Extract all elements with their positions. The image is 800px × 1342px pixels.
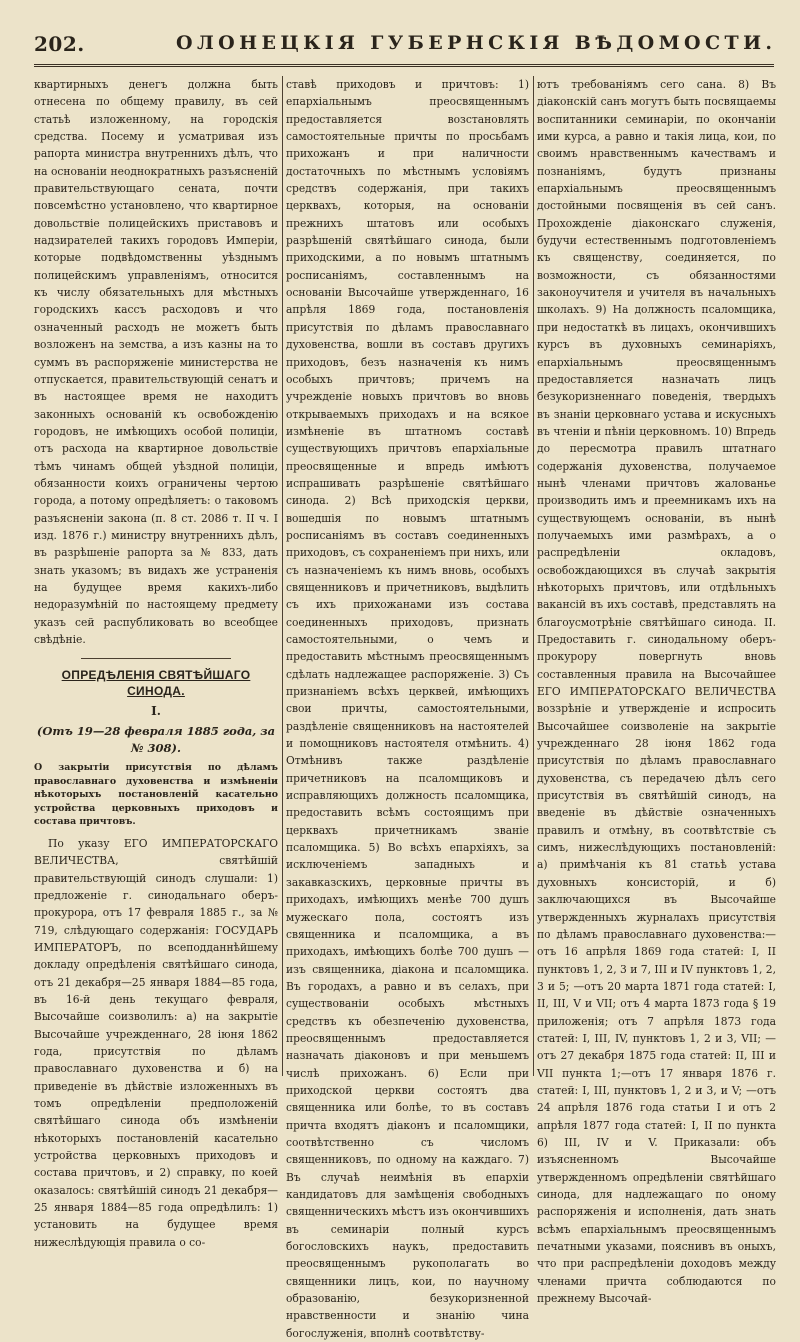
section-divider bbox=[81, 658, 231, 659]
page-header bbox=[34, 30, 777, 67]
section-summary: О закрытіи присутствія по дѣламъ православнаго духовенства и измѣненіи нѣкоторыхъ постановленій касательно устройства церковныхъ приходовъ и состава причтовъ. bbox=[34, 762, 278, 828]
column-2-text: ставѣ приходовъ и причтовъ: 1) епархіальнымъ преосвященнымъ предоставляется возстановлять самостоятельные причты по просьбамъ прихожанъ и при наличности достаточныхъ по мѣстнымъ условіямъ средствъ содержанія, при такихъ церквахъ, которыя, на основаніи прежнихъ штатовъ или особыхъ разрѣшеній святѣйшаго синода, были приходскими, а по новымъ штатнымъ росписаніямъ, составленнымъ на основаніи Высочайше утвержденнаго, 16 апрѣля 1869 года, постановленія присутствія по дѣламъ православнаго духовенства, вошли въ составъ другихъ приходовъ, безъ назначенія къ нимъ особыхъ причтовъ; причемъ на учрежденіе новыхъ причтовъ во вновь открываемыхъ приходахъ и на всякое измѣненіе въ штатномъ составѣ существующихъ причтовъ епархіальные преосвященные и впредь имѣютъ испрашивать разрѣшеніе святѣйшаго синода. 2) Всѣ приходскія церкви, вошедшія по новымъ штатнымъ росписаніямъ въ составъ соединенныхъ приходовъ, съ сохраненіемъ при нихъ, или съ назначеніемъ къ нимъ вновь, особыхъ священниковъ и причетниковъ, выдѣлить съ ихъ прихожанами изъ состава соединенныхъ приходовъ, признать самостоятельными, о чемъ и предоставить мѣстнымъ преосвященнымъ сдѣлать надлежащее распоряженіе. 3) Съ признаніемъ всѣхъ церквей, имѣющихъ свои причты, самостоятельными, раздѣленіе священниковъ на настоятелей и помощниковъ настоятеля отмѣнить. 4) Отмѣнивъ также раздѣленіе причетниковъ на псаломщиковъ и исправляющихъ должность псаломщика, предоставить всѣмъ состоящимъ при церквахъ причетникамъ званіе псаломщика. 5) Во всѣхъ епархіяхъ, за исключеніемъ западныхъ и закавказскихъ, церковные причты въ приходахъ, имѣющихъ менѣе 700 душъ мужескаго пола, состоятъ изъ священника и псаломщика, а въ приходахъ, имѣющихъ болѣе 700 душъ — изъ священника, діакона и псаломщика. Въ городахъ, а равно и въ селахъ, при существованіи особыхъ мѣстныхъ средствъ къ обезпеченію духовенства, преосвященнымъ предоставляется назначать діаконовъ и при меньшемъ числѣ прихожанъ. 6) Если при приходской церкви состоятъ два священника или болѣе, то въ составъ причта входятъ діаконъ и псаломщики, соотвѣтственно съ числомъ священниковъ, по одному на каждаго. 7) Въ случаѣ неимѣнія въ епархіи кандидатовъ для замѣщенія свободныхъ священническихъ мѣстъ изъ окончившихъ въ семинаріи полный курсъ богословскихъ наукъ, предоставить преосвященнымъ рукополагать во священники лицъ, кои, по научному образованію, безукоризненной нравственности и знанію чина богослуженія, вполнѣ соотвѣтству- bbox=[286, 78, 529, 1340]
page-number: 202. bbox=[34, 32, 85, 56]
column-3-text: ютъ требованіямъ сего сана. 8) Въ діаконскій санъ могутъ быть посвящаемы воспитанники семинаріи, по окончаніи ими курса, а равно и такія лица, кои, по своимъ нравственнымъ качествамъ и познаніямъ, будутъ признаны епархіальнымъ преосвященнымъ достойными посвященія въ сей санъ. Прохожденіе діаконскаго служенія, будучи естественнымъ подготовленіемъ къ священству, соединяется, по возможности, съ обязанностями законоучителя и учителя въ начальныхъ школахъ. 9) На должность псаломщика, при недостаткѣ въ лицахъ, окончившихъ курсъ въ духовныхъ семинаріяхъ, епархіальнымъ преосвященнымъ предоставляется назначать лицъ безукоризненнаго поведенія, твердыхъ въ знаніи церковнаго устава и искусныхъ въ чтеніи и пѣніи церковномъ. 10) Впредь до пересмотра правилъ штатнаго содержанія духовенства, получаемое нынѣ членами причтовъ жалованье производить имъ и преемникамъ ихъ на существующемъ основаніи, въ нынѣ получаемыхъ ими размѣрахъ, а о распредѣленіи окладовъ, освобождающихся въ случаѣ закрытія нѣкоторыхъ причтовъ, или отдѣльныхъ вакансій въ ихъ составѣ, представлять на благоусмотрѣніе святѣйшаго синода. II. Предоставить г. синодальному оберъ-прокурору повергнуть вновь составленныя правила на Высочайшее ЕГО ИМПЕРАТОРСКАГО ВЕЛИЧЕСТВА воззрѣніе и утвержденіе и испросить Высочайшее соизволеніе на закрытіе учрежденнаго 28 іюня 1862 года присутствія по дѣламъ православнаго духовенства, съ передачею дѣлъ сего присутствія въ святѣйшій синодъ, на введеніе въ дѣйствіе означенныхъ правилъ и отмѣну, въ соотвѣтствіе съ симъ, нижеслѣдующихъ постановленій: а) примѣчанія къ 81 статьѣ устава духовныхъ консисторій, и б) заключающихся въ Высочайше утвержденныхъ журналахъ присутствія по дѣламъ православнаго духовенства:—отъ 16 апрѣля 1869 года статей: I, II пунктовъ 1, 2, 3 и 7, III и IV пунктовъ 1, 2, 3 и 5; —отъ 20 марта 1871 года статей: I, II, III, V и VII; отъ 4 марта 1873 года § 19 приложенія; отъ 7 апрѣля 1873 года статей: I, III, IV, пунктовъ 1, 2 и 3, VII; — отъ 27 декабря 1875 года статей: II, III и VII пункта 1;—отъ 17 января 1876 г. статей: I, III, пунктовъ 1, 2 и 3, и V; —отъ 24 апрѣля 1876 года статьи I и отъ 2 апрѣля 1877 года статей: I, II по пункта 6) III, IV и V. Приказали: объ изъясненномъ Высочайше утвержденномъ опредѣленіи святѣйшаго синода, для надлежащаго по оному распоряженія и исполненія, дать знать всѣмъ епархіальнымъ преосвященнымъ печатными указами, пояснивъ въ оныхъ, что при распредѣленіи доходовъ между членами причта соблюдаются по прежнему Высочай- bbox=[537, 78, 776, 1306]
senate-decision-text: квартирныхъ денегъ должна быть отнесена по общему правилу, въ сей статьѣ изложенному, на городскія средства. Посему и усматривая изъ рапорта министра внутреннихъ дѣлъ, что на основаніи неоднократныхъ разъясненій правительствующаго сената, почти повсемѣстно установлено, что квартирное довольствіе полицейскихъ приставовъ и надзирателей такихъ городовъ Имперіи, которые подвѣдомственны уѣзднымъ полицейскимъ управленіямъ, относится къ числу обязательныхъ для мѣстныхъ городскихъ кассъ расходовъ и что означенный расходъ не можетъ быть возложенъ на земства, а изъ казны на то суммъ въ распоряженіе министерства не отпускается, правительствующій сенатъ и въ настоящее время не находитъ законныхъ основаній къ освобожденію городовъ, не имѣющихъ особой полиціи, отъ расхода на квартирное довольствіе тѣмъ чинамъ общей уѣздной полиціи, обязанности коихъ ограничены чертою города, а потому опредѣляетъ: о таковомъ разъясненіи закона (п. 8 ст. 2086 т. II ч. I изд. 1876 г.) министру внутреннихъ дѣлъ, въ разрѣшеніе рапорта за № 833, дать знать указомъ; въ видахъ же устраненія на будущее время какихъ-либо недоразумѣній по настоящему предмету указъ сей распубликовать во всеобщее свѣдѣніе. bbox=[34, 78, 278, 646]
synod-decision-text: По указу ЕГО ИМПЕРАТОРСКАГО ВЕЛИЧЕСТВА, святѣйшій правительствующій синодъ слушали: 1) предложеніе г. синодальнаго оберъ-прокурора, отъ 17 февраля 1885 г., за № 719, слѣдующаго содержанія: ГОСУДАРЬ ИМПЕРАТОРЪ, по всеподданнѣйшему докладу опредѣленія святѣйшаго синода, отъ 21 декабря—25 января 1884—85 года, въ 16-й день текущаго февраля, Высочайше соизволилъ: а) на закрытіе Высочайше учрежденнаго, 28 іюня 1862 года, присутствія по дѣламъ православнаго духовенства и б) на приведеніе въ дѣйствіе изложенныхъ въ томъ опредѣленіи предположеній святѣйшаго синода объ измѣненіи нѣкоторыхъ постановленій касательно устройства церковныхъ приходовъ и состава причтовъ, и 2) справку, по коей оказалось: святѣйшій синодъ 21 декабря—25 января 1884—85 года опредѣлилъ: 1) установить на будущее время нижеслѣдующія правила о со- bbox=[34, 836, 278, 1249]
section-date: (Отъ 19—28 февраля 1885 года, за № 308). bbox=[36, 723, 276, 756]
text-columns bbox=[34, 76, 776, 1340]
column-divider bbox=[282, 76, 283, 1076]
section-number: I. bbox=[151, 704, 161, 719]
section-heading: ОПРЕДѢЛЕНІЯ СВЯТѢЙШАГО СИНОДА. bbox=[61, 668, 251, 699]
column-3 bbox=[537, 76, 776, 1306]
journal-title: ОЛОНЕЦКІЯ ГУБЕРНСКІЯ ВѢДОМОСТИ. bbox=[176, 32, 777, 54]
column-divider bbox=[533, 76, 534, 1076]
column-2 bbox=[286, 76, 529, 1340]
column-1 bbox=[34, 76, 278, 1249]
